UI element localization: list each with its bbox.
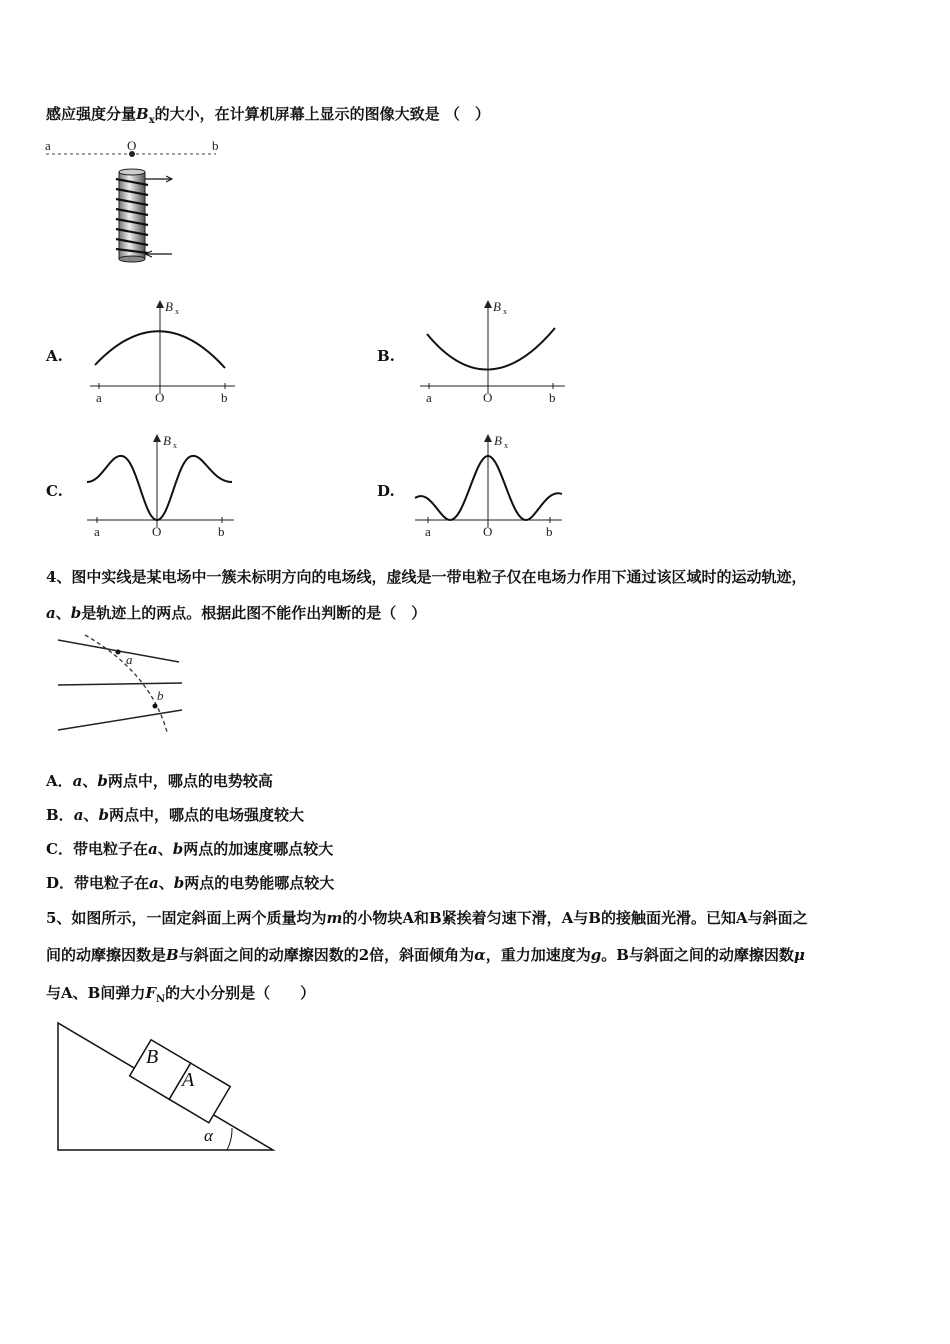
q3-option-d-graph[interactable] [410,432,570,542]
q4-text-post: 是轨迹上的两点。根据此图不能作出判断的是（ ） [81,604,427,622]
q3-option-a-letter[interactable]: A. [46,347,63,365]
q3-b-curve [427,328,555,370]
q3-text-post: 的大小，在计算机屏幕上显示的图像大致是 （ ） [154,105,490,123]
q5-l3-post: 的大小分别是（ ） [165,984,316,1002]
q4-option-b-post: 两点中，哪点的电场强度较大 [108,806,304,824]
q4-option-a[interactable] [46,770,273,791]
q3-d-tick-a: a [425,524,431,539]
q5-var-mu: μ [793,946,805,964]
q4-option-c[interactable] [46,838,333,859]
q5-l1-post: 的小物块A和B紧挨着匀速下滑，A与B的接触面光滑。已知A与斜面之 [342,909,808,927]
q5-question-line1 [46,907,808,928]
q3-option-c-letter[interactable]: C. [46,482,63,500]
q5-l1-pre: 5、如图所示，一固定斜面上两个质量均为 [46,909,327,927]
q4-option-a-mid: 、 [82,772,98,790]
q4-option-b-mid: 、 [83,806,99,824]
q3-b-tick-b: b [549,390,556,405]
q5-l2-pre: 间的动摩擦因数是 [46,946,167,964]
q4-fig-label-a: a [126,652,133,667]
q3-c-tick-a: a [94,524,100,539]
q4-option-d-letter: D． [46,874,75,892]
q5-question-line3 [46,982,315,1005]
coil-figure [40,135,240,265]
q4-option-c-var-b: b [172,840,184,858]
q5-var-F: F [145,984,156,1002]
q4-var-b: b [70,604,82,622]
q3-b-tick-a: a [426,390,432,405]
q4-fig-label-b: b [157,688,164,703]
q5-l2-post: 。B与斜面之间的动摩擦因数 [601,946,794,964]
q5-var-g: g [590,946,602,964]
q3-d-tick-o: O [483,524,493,539]
q5-l3-pre: 与A、B间弹力 [46,984,146,1002]
q3-c-axis-sub: x [173,441,177,450]
q4-option-b-var-b: b [98,806,109,824]
q4-option-b-var-a: a [73,806,84,824]
block-b-label: B [146,1046,159,1068]
q3-c-axis-label: B [163,433,171,448]
coil-label-b: b [212,138,219,153]
q4-var-a: a [46,604,56,622]
q3-d-tick-b: b [546,524,553,539]
q4-option-c-var-a: a [147,840,158,858]
q3-c-tick-b: b [218,524,225,539]
coil-label-o: O [127,138,137,153]
q3-a-axis-label: B [165,299,173,314]
block-a-label: A [182,1069,195,1091]
q5-incline-figure [55,1020,280,1155]
q5-var-B: B [166,946,179,964]
q5-l2-mid2: ，重力加速度为 [485,946,591,964]
q4-option-d[interactable] [46,872,334,893]
q5-sub-N: N [155,994,166,1005]
q4-option-a-var-a: a [72,772,83,790]
q4-sep: 、 [55,604,71,622]
q5-var-alpha: α [474,946,486,964]
q3-c-tick-o: O [152,524,162,539]
q5-l2-mid1: 与斜面之间的动摩擦因数的2倍，斜面倾角为 [178,946,475,964]
q3-d-axis-label: B [494,433,502,448]
q4-option-c-letter: C． [46,840,73,858]
q4-option-a-letter: A． [46,772,73,790]
q4-question-line1: 4、图中实线是某电场中一簇未标明方向的电场线，虚线是一带电粒子仅在电场力作用下通过该区域时的运动轨迹， [46,568,807,586]
q3-d-axis-sub: x [504,441,508,450]
q3-option-b-letter[interactable]: B. [377,347,395,365]
q3-a-axis-sub: x [175,307,179,316]
q3-a-tick-a: a [96,390,102,405]
q4-option-c-post: 两点的加速度哪点较大 [183,840,334,858]
q3-question-tail [46,103,490,126]
q4-option-d-post: 两点的电势能哪点较大 [184,874,335,892]
q3-b-tick-o: O [483,390,493,405]
q3-text-pre: 感应强度分量 [46,105,137,123]
q3-var-b: B [136,105,149,123]
q4-option-b-letter: B． [46,806,74,824]
q4-option-d-mid: 、 [158,874,174,892]
q3-option-c-graph[interactable] [82,432,242,542]
q5-question-line2 [46,944,805,965]
q4-option-c-pre: 带电粒子在 [72,840,148,858]
q4-option-d-var-b: b [173,874,185,892]
q5-var-m: m [326,909,343,927]
q3-b-axis-sub: x [503,307,507,316]
q3-option-d-letter[interactable]: D. [377,482,395,500]
q4-option-c-mid: 、 [157,840,173,858]
q3-option-a-graph[interactable] [85,298,240,408]
q4-question-line2 [46,602,426,623]
q3-option-b-graph[interactable] [415,298,570,408]
coil-label-a: a [45,138,51,153]
q3-c-curve [87,456,232,520]
q4-field-figure [55,632,190,737]
q3-a-tick-b: b [221,390,228,405]
q3-b-axis-label: B [493,299,501,314]
q4-option-a-post: 两点中，哪点的电势较高 [107,772,273,790]
q4-option-a-var-b: b [97,772,108,790]
angle-alpha-label: α [204,1126,213,1145]
q4-option-d-pre: 带电粒子在 [74,874,150,892]
q4-option-d-var-a: a [149,874,159,892]
q3-a-tick-o: O [155,390,165,405]
q4-option-b[interactable] [46,804,304,825]
q3-sub-x: x [148,115,155,126]
